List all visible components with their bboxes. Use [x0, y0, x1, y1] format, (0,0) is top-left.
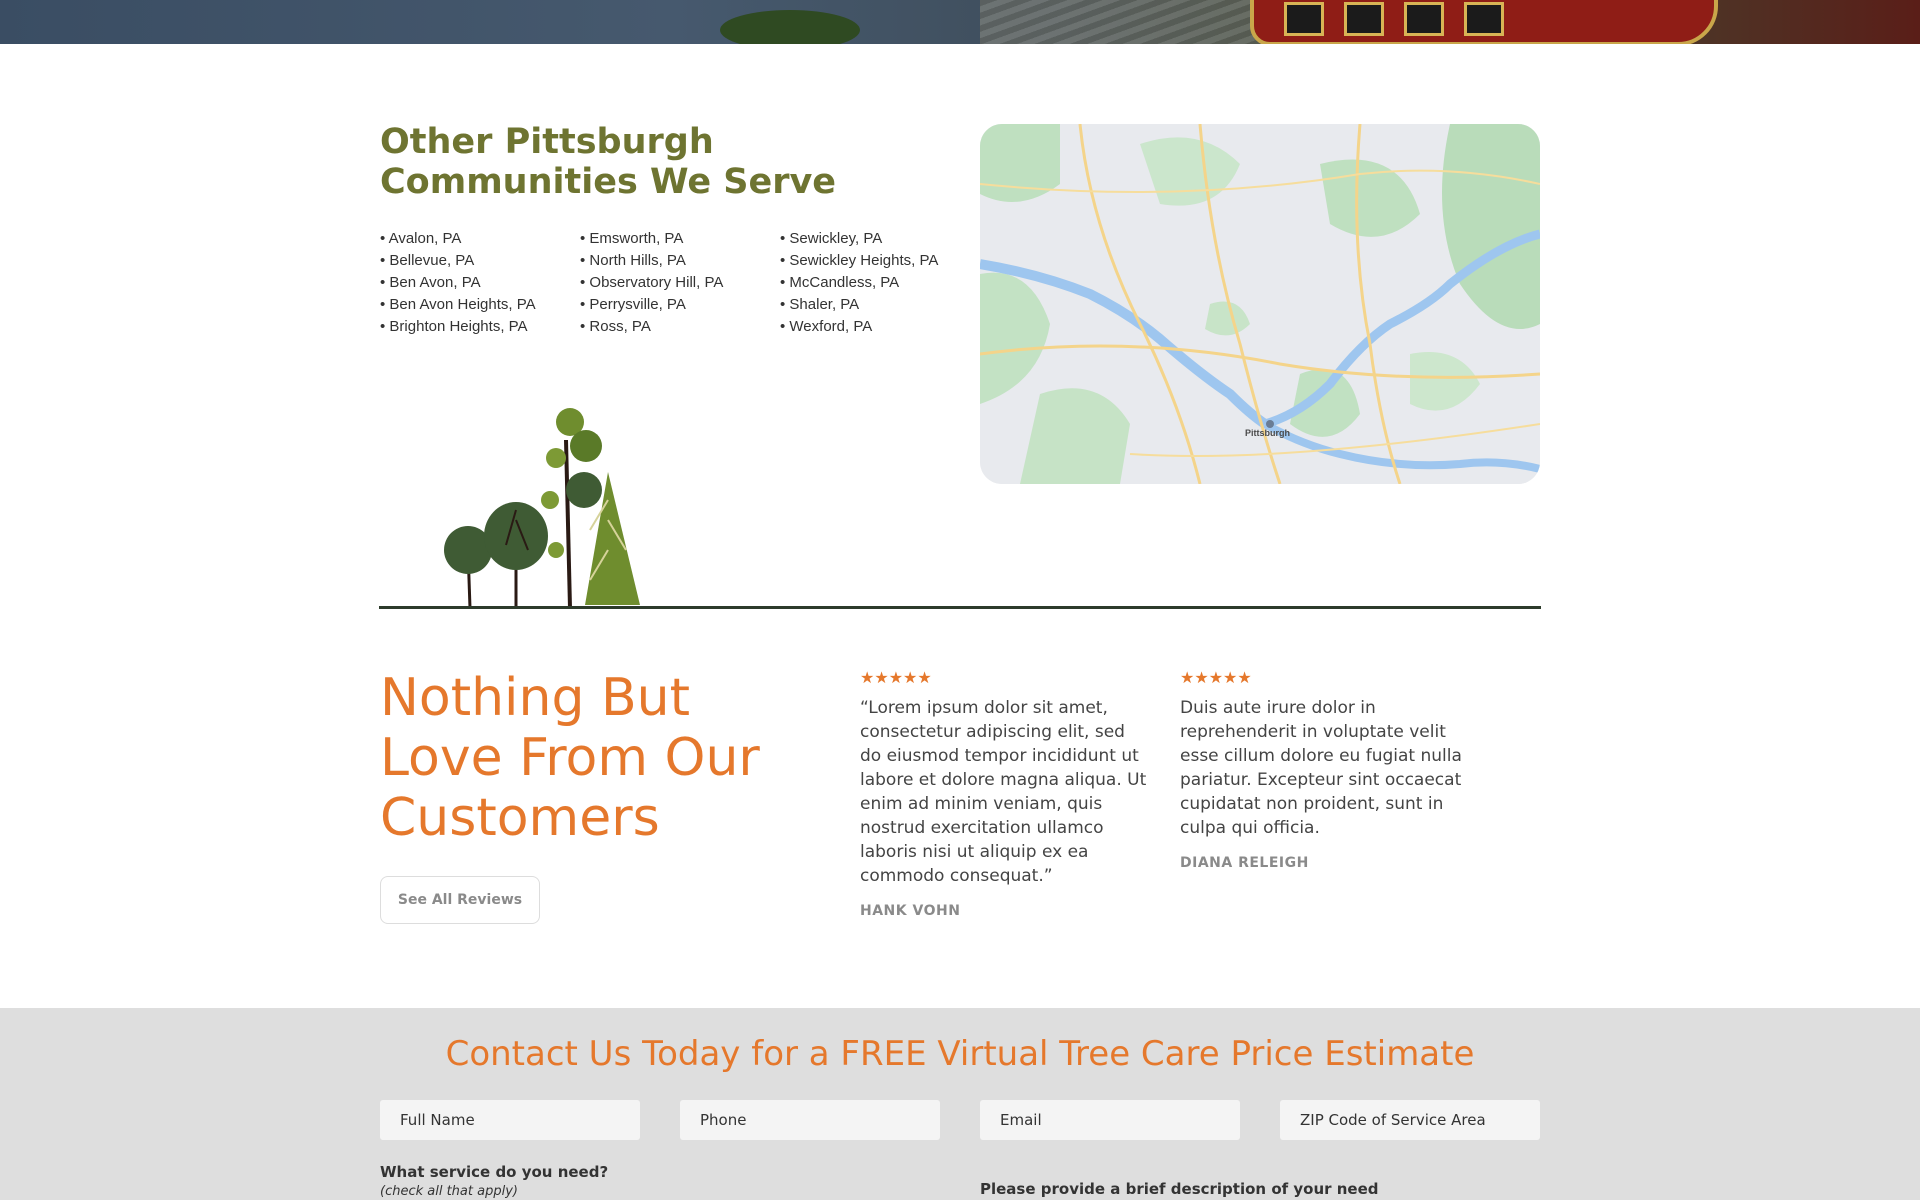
- review-card: [860, 668, 1150, 919]
- see-all-reviews-button[interactable]: See All Reviews: [380, 876, 540, 924]
- reviewer-name: HANK VOHN: [860, 903, 961, 919]
- community-item: • Shaler, PA: [780, 294, 938, 316]
- community-item: • Ross, PA: [580, 316, 723, 338]
- reviewer-name: DIANA RELEIGH: [1180, 855, 1309, 871]
- review-card: [1180, 668, 1470, 871]
- description-label: Please provide a brief description of your need: [980, 1180, 1379, 1198]
- community-item: • Avalon, PA: [380, 228, 536, 250]
- review-text: Duis aute irure dolor in reprehenderit in voluptate velit esse cillum dolore eu fugiat nulla pariatur. Excepteur sint occaecat cupidatat non proident, sunt in culpa qui officia.: [1180, 698, 1462, 838]
- community-item: • Bellevue, PA: [380, 250, 536, 272]
- community-item: • Brighton Heights, PA: [380, 316, 536, 338]
- section-divider: [379, 606, 1541, 609]
- community-item: • Ben Avon, PA: [380, 272, 536, 294]
- community-item: • Perrysville, PA: [580, 294, 723, 316]
- community-item: • Wexford, PA: [780, 316, 938, 338]
- testimonials-title: Nothing But Love From Our Customers: [380, 668, 760, 848]
- communities-list-3: [780, 228, 938, 338]
- email-field[interactable]: [980, 1100, 1240, 1140]
- map-graphic: [980, 124, 1540, 484]
- communities-title: Other Pittsburgh Communities We Serve: [380, 122, 837, 202]
- zip-code-field[interactable]: [1280, 1100, 1540, 1140]
- map-label-pittsburgh: Pittsburgh: [1245, 428, 1290, 438]
- community-item: • Ben Avon Heights, PA: [380, 294, 536, 316]
- hero-incline-car: [1250, 0, 1718, 44]
- contact-title: Contact Us Today for a FREE Virtual Tree Care Price Estimate: [445, 1034, 1475, 1074]
- service-area-map[interactable]: [980, 124, 1540, 484]
- hero-image: [0, 0, 1920, 44]
- phone-field[interactable]: [680, 1100, 940, 1140]
- community-item: • Emsworth, PA: [580, 228, 723, 250]
- hero-trees: [720, 10, 860, 44]
- communities-list-2: [580, 228, 723, 338]
- rating-stars: ★★★★★: [860, 670, 932, 687]
- community-item: • North Hills, PA: [580, 250, 723, 272]
- review-text: “Lorem ipsum dolor sit amet, consectetur adipiscing elit, sed do eiusmod tempor incididunt ut labore et dolore magna aliqua. Ut enim ad minim veniam, quis nostrud exercitation ullamco laboris nisi ut aliquip ex ea commodo consequat.”: [860, 698, 1147, 886]
- community-item: • Observatory Hill, PA: [580, 272, 723, 294]
- service-hint: (check all that apply): [380, 1184, 518, 1199]
- communities-list-1: [380, 228, 536, 338]
- community-item: • Sewickley, PA: [780, 228, 938, 250]
- full-name-field[interactable]: [380, 1100, 640, 1140]
- community-item: • McCandless, PA: [780, 272, 938, 294]
- service-label: What service do you need?: [380, 1163, 609, 1181]
- contact-section: [0, 1008, 1920, 1200]
- rating-stars: ★★★★★: [1180, 670, 1252, 687]
- community-item: • Sewickley Heights, PA: [780, 250, 938, 272]
- trees-illustration: [440, 400, 640, 610]
